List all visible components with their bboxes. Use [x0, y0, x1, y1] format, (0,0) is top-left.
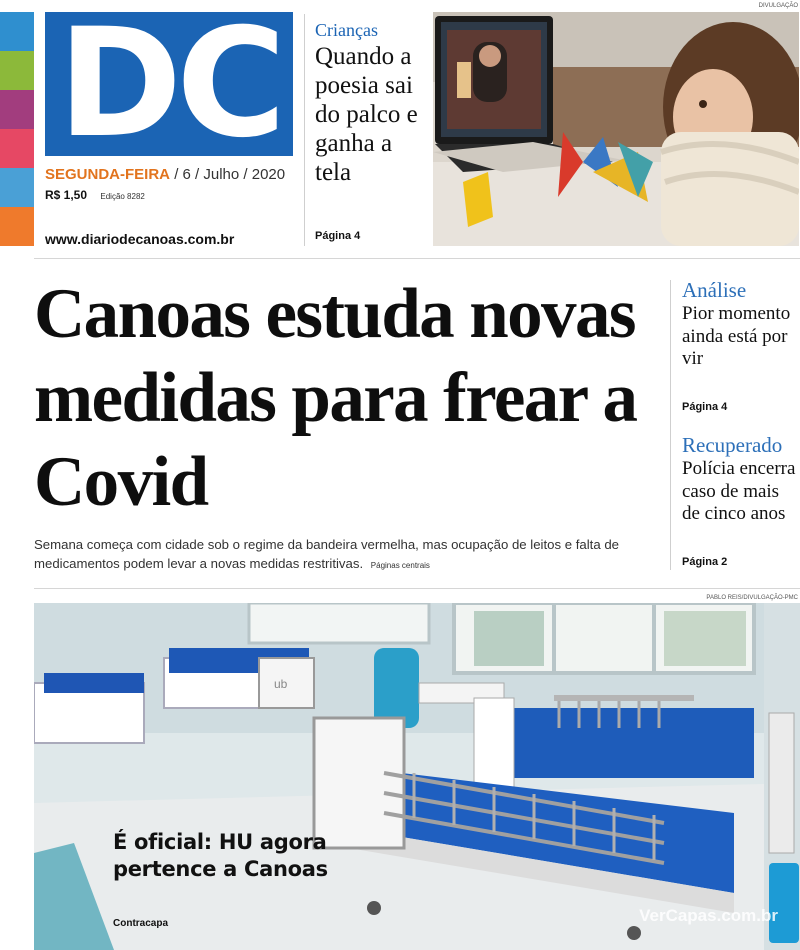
main-subhead: [34, 535, 674, 575]
masthead-divider: [304, 14, 305, 246]
dateline: [45, 166, 285, 183]
photo-story-page: Contracapa: [113, 918, 169, 929]
price-line: [45, 188, 145, 202]
sidebar-headline-recuperado[interactable]: Polícia encerra caso de mais de cinco anos: [682, 458, 796, 524]
watermark: VerCapas.com.br: [639, 906, 778, 925]
color-stripes: [0, 12, 34, 246]
main-story-page: Páginas centrais: [370, 561, 430, 570]
stripe-5: [0, 168, 34, 207]
price: R$ 1,50: [45, 188, 88, 202]
child-laptop-illustration: [433, 12, 799, 246]
stripe-6: [0, 207, 34, 246]
photo-story-headline[interactable]: É oficial: HU agora pertence a Canoas: [113, 830, 328, 881]
subhead-text: Semana começa com cidade sob o regime da bandeira vermelha, mas ocupação de leitos e falta de medicamentos podem levar a novas medidas restritivas.: [34, 537, 619, 571]
stripe-4: [0, 129, 34, 168]
top-photo-credit: DIVULGAÇÃO: [758, 3, 798, 9]
svg-text:ub: ub: [274, 677, 288, 691]
headline-bottom-rule: [34, 588, 800, 589]
edition-number: Edição 8282: [100, 192, 145, 201]
masthead-logo: DC: [45, 12, 293, 156]
top-story-kicker: Crianças: [315, 20, 378, 40]
top-story-photo[interactable]: [433, 12, 799, 246]
date: / 6 / Julho / 2020: [174, 166, 286, 183]
main-headline[interactable]: Canoas estuda novas medidas para frear a Covid: [34, 275, 637, 521]
main-photo-credit: PABLO REIS/DIVULGAÇÃO-PMC: [706, 595, 798, 601]
hospital-beds-illustration: [34, 603, 800, 950]
sidebar-kicker-recuperado: Recuperado: [682, 433, 783, 457]
weekday: SEGUNDA-FEIRA: [45, 166, 171, 183]
sidebar-headline-analise[interactable]: Pior momento ainda está por vir: [682, 303, 791, 369]
website-link[interactable]: www.diariodecanoas.com.br: [45, 231, 235, 247]
stripe-1: [0, 12, 34, 51]
sidebar-page-analise: Página 4: [682, 401, 728, 413]
top-story-page: Página 4: [315, 230, 361, 242]
stripe-2: [0, 51, 34, 90]
sidebar-kicker-analise: Análise: [682, 278, 747, 302]
sidebar-divider: [670, 280, 671, 570]
sidebar-page-recuperado: Página 2: [682, 556, 728, 568]
masthead-bottom-rule: [34, 258, 800, 259]
top-story-headline[interactable]: Quando a poesia sai do palco e ganha a tela: [315, 43, 418, 186]
stripe-3: [0, 90, 34, 129]
hospital-photo[interactable]: [34, 603, 800, 950]
